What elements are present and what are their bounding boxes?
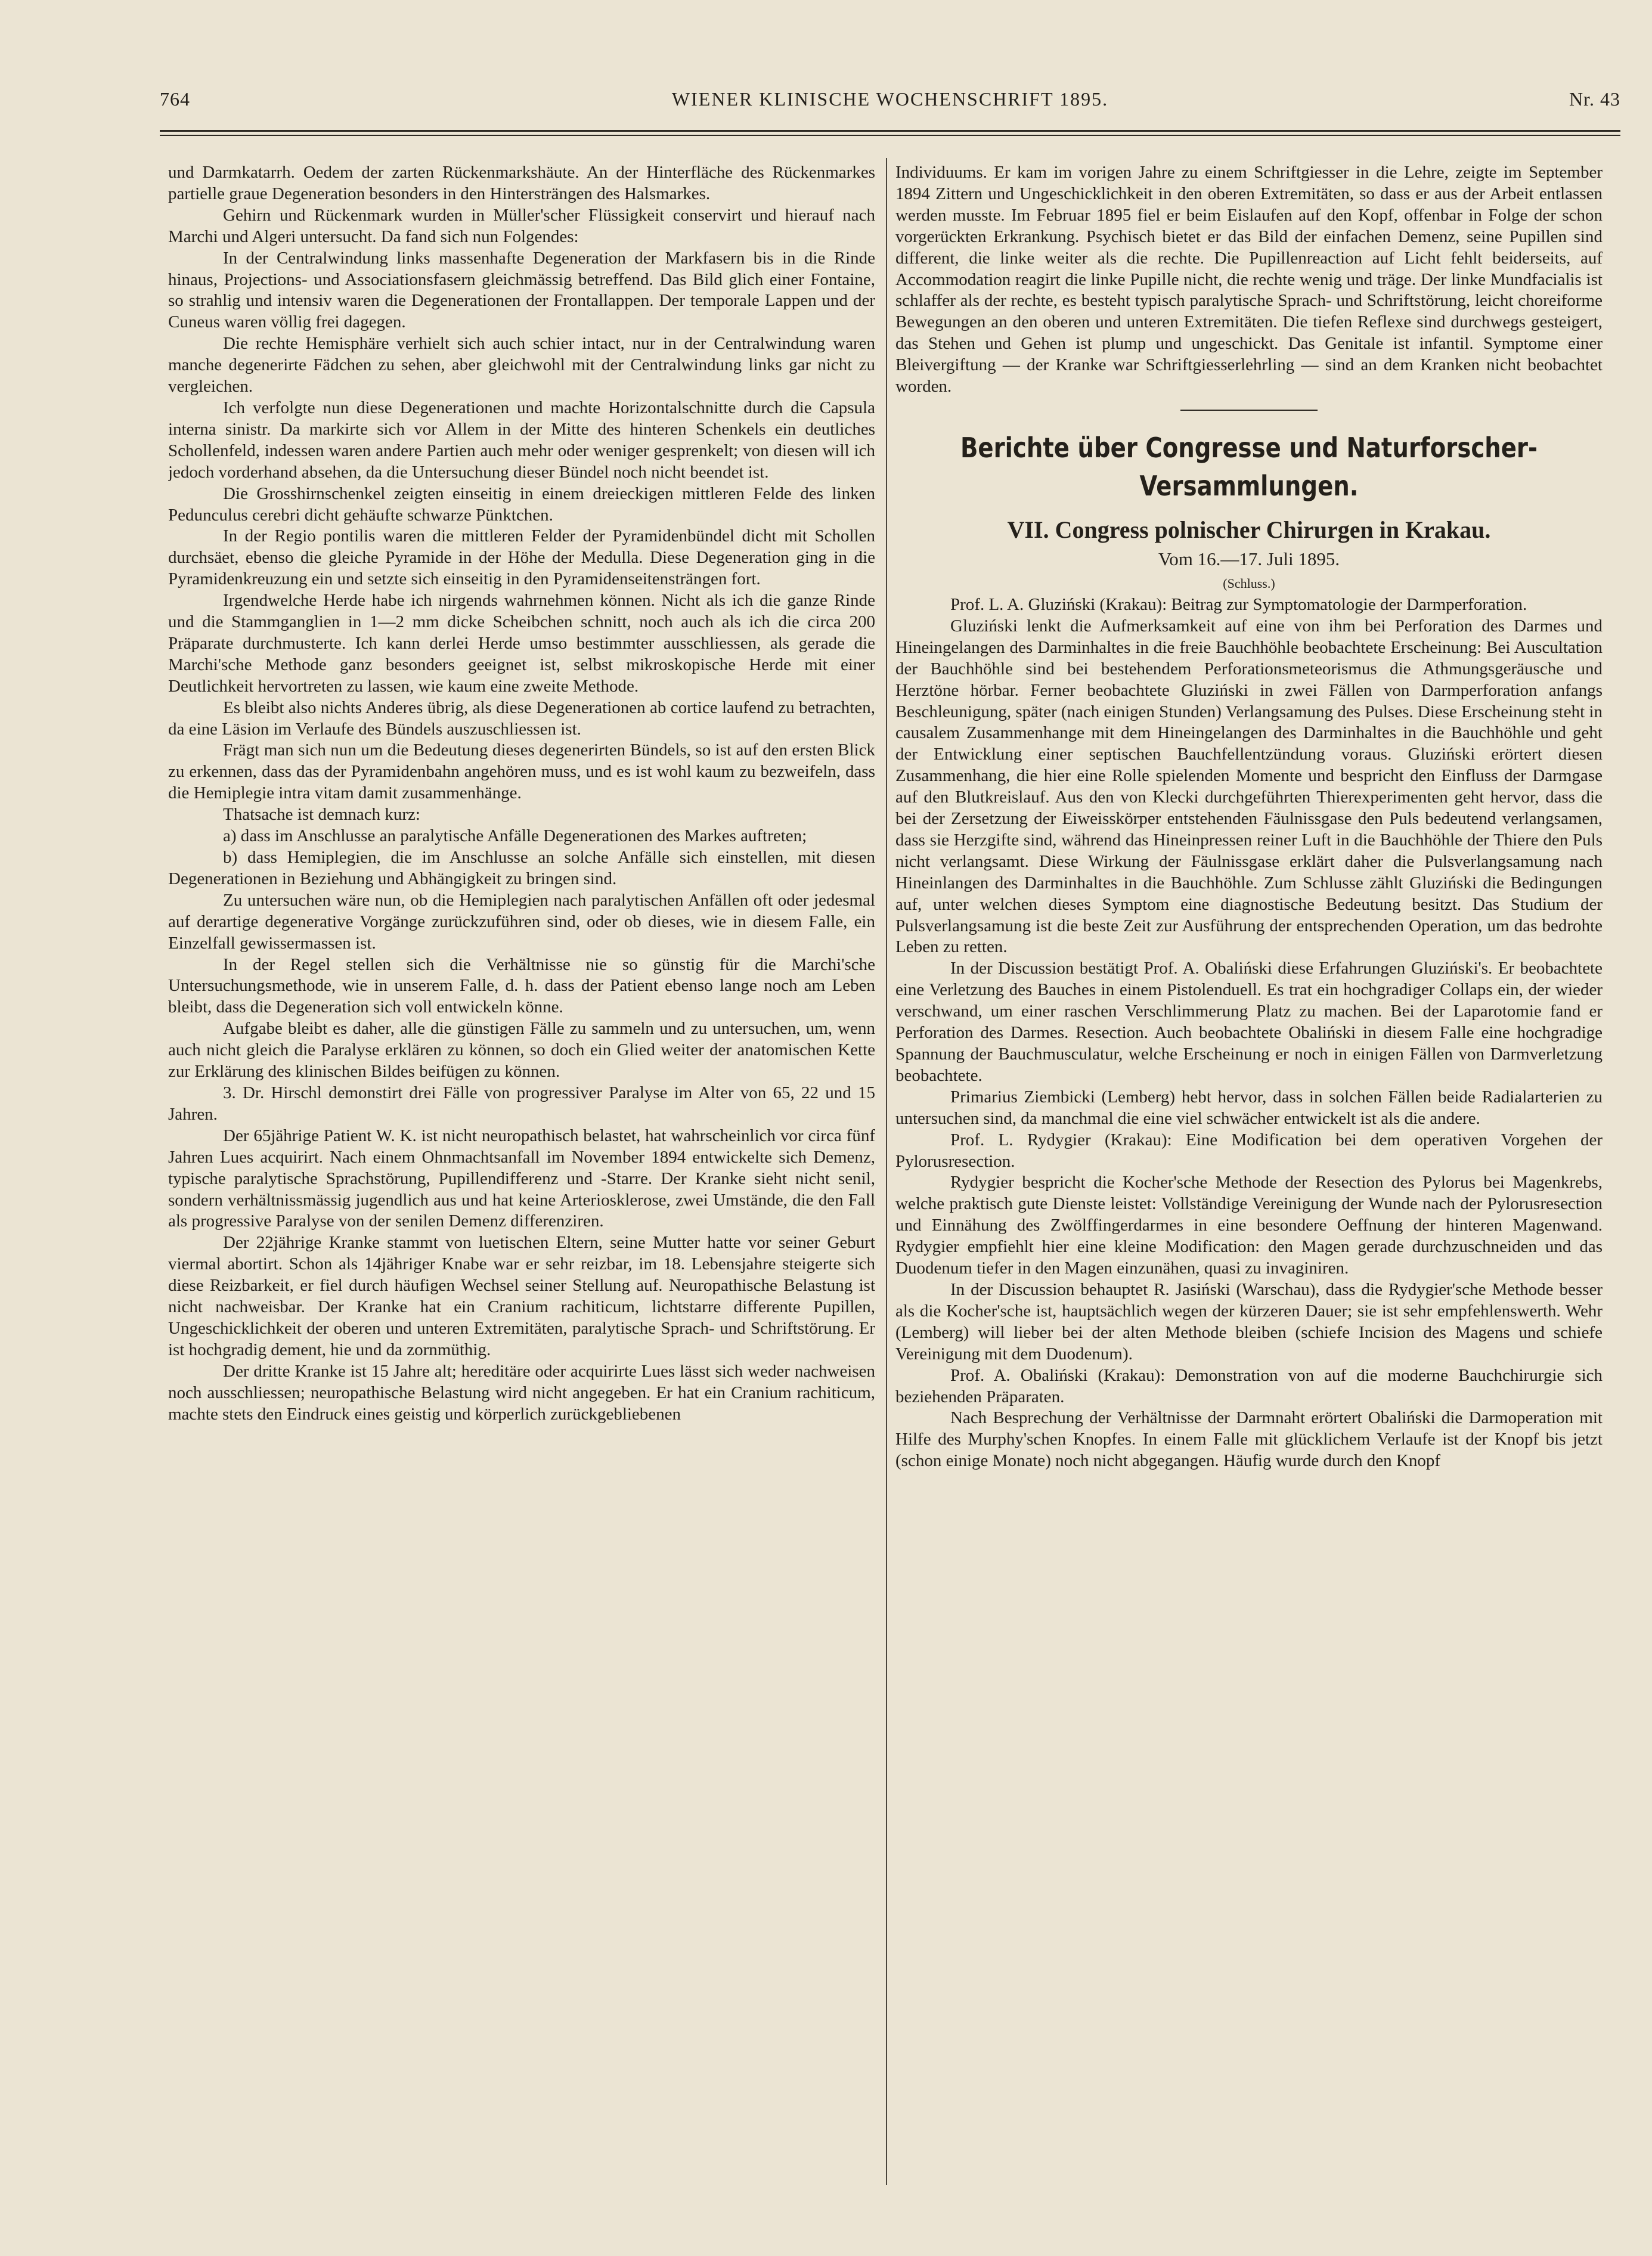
paragraph: In der Discussion behauptet R. Jasiński (Warschau), dass die Rydygier'sche Methode besser als die Kocher'sche ist, hauptsächlich wegen der kürzeren Dauer; sie ist sehr empfehlenswerth. Wehr (Lemberg) will lieber bei der alten Methode bleiben (schiefe Incision des Magens und schiefe Vereinigung mit dem Duodenum). bbox=[895, 1279, 1603, 1363]
paragraph: Gehirn und Rückenmark wurden in Müller'scher Flüssigkeit conservirt und hierauf nach Marchi und Algeri untersucht. Da fand sich nun Folgendes: bbox=[168, 205, 875, 246]
paragraph: Ich verfolgte nun diese Degenerationen und machte Horizontalschnitte durch die Capsula interna sinistr. Da markirte sich vor Allem in der Mitte des hinteren Schenkels ein deutliches Schollenfeld, indessen waren andere Partien auch mehr oder weniger gesprenkelt; von diesen will ich jedoch vorderhand absehen, da die Untersuchung dieser Bündel noch nicht beendet ist. bbox=[168, 398, 875, 482]
paragraph: und Darmkatarrh. Oedem der zarten Rückenmarkshäute. An der Hinterfläche des Rückenmarkes partielle graue Degeneration besonders in den Hintersträngen des Halsmarkes. bbox=[168, 163, 875, 203]
paragraph: In der Regel stellen sich die Verhältnisse nie so günstig für die Marchi'sche Untersuchungsmethode, wie in unserem Falle, d. h. dass der Patient ebenso lange noch am Leben bleibt, dass die Degeneration sich voll entwickeln könne. bbox=[168, 955, 875, 1017]
issue-number: Nr. 43 bbox=[1569, 88, 1620, 110]
paragraph: Zu untersuchen wäre nun, ob die Hemiplegien nach paralytischen Anfällen oft oder jedesmal auf derartige degenerative Vorgänge zurückzuführen sind, oder ob dieses, wie in diesem Falle, ein Einzelfall gewissermassen ist. bbox=[168, 890, 875, 953]
paragraph: Nach Besprechung der Verhältnisse der Darmnaht erörtert Obaliński die Darmoperation mit Hilfe des Murphy'schen Knopfes. In einem Falle mit glücklichem Verlaufe ist der Knopf bis jetzt (schon einige Monate) noch nicht abgegangen. Häufig wurde durch den Knopf bbox=[895, 1408, 1603, 1471]
page-number: 764 bbox=[160, 88, 190, 110]
paragraph: Der dritte Kranke ist 15 Jahre alt; hereditäre oder acquirirte Lues lässt sich weder nachweisen noch ausschliessen; neuropathische Belastung wird nicht angegeben. Er hat ein Cranium rachiticum, machte stets den Eindruck eines geistig und körperlich zurückgebliebenen bbox=[168, 1361, 875, 1424]
paragraph: Rydygier bespricht die Kocher'sche Methode der Resection des Pylorus bei Magenkrebs, welche praktisch gute Dienste leistet: Vollständige Vereinigung der Wunde nach der Pylorusresection und Einnähung des Zwölffingerdarmes in eine besondere Oeffnung der hinteren Magenwand. Rydygier empfiehlt hier eine kleine Modification: den Magen gerade durchzuschneiden und das Duodenum tiefer in den Magen einzunähen, quasi zu invaginiren. bbox=[895, 1173, 1603, 1278]
congress-title: VII. Congress polnischer Chirurgen in Krakau. bbox=[1007, 516, 1491, 543]
paragraph: Prof. L. Rydygier (Krakau): Eine Modification bei dem operativen Vorgehen der Pylorusresection. bbox=[895, 1130, 1603, 1171]
right-column bbox=[895, 162, 1603, 2189]
left-column bbox=[168, 162, 875, 2189]
paragraph: Der 65jährige Patient W. K. ist nicht neuropathisch belastet, hat wahrscheinlich vor circa fünf Jahren Lues acquirirt. Nach einem Ohnmachtsanfall im November 1894 entwickelte sich Demenz, typische paralytische Sprachstörung, Pupillendifferenz und -Starre. Der Kranke sieht nicht senil, sondern verhältnissmässig jugendlich aus und hat keine Arteriosklerose, zwei Umstände, die den Fall als progressive Paralyse von der senilen Demenz differenziren. bbox=[168, 1126, 875, 1231]
paragraph: Individuums. Er kam im vorigen Jahre zu einem Schriftgiesser in die Lehre, zeigte im September 1894 Zittern und Ungeschicklichkeit in den oberen Extremitäten, so dass er aus der Arbeit entlassen werden musste. Im Februar 1895 fiel er beim Eislaufen auf den Kopf, offenbar in Folge der schon vorgerückten Erkrankung. Psychisch bietet er das Bild der einfachen Demenz, seine Pupillen sind different, die linke weiter als die rechte. Die Pupillenreaction auf Licht fehlt beiderseits, auf Accommodation reagirt die linke Pupille nicht, die rechte wenig und träge. Der linke Mundfacialis ist schlaffer als der rechte, es besteht typisch paralytische Sprach- und Schriftstörung, leicht choreiforme Bewegungen an den oberen und unteren Extremitäten. Die tiefen Reflexe sind durchwegs gesteigert, das Stehen und Gehen ist plump und ungeschickt. Das Genitale ist infantil. Symptome einer Bleivergiftung — der Kranke war Schriftgiesserlehrling — sind an dem Kranken nicht beobachtet worden. bbox=[895, 163, 1603, 396]
paragraph: Prof. A. Obaliński (Krakau): Demonstration von auf die moderne Bauchchirurgie sich beziehenden Präparaten. bbox=[895, 1365, 1603, 1406]
paragraph: a) dass im Anschlusse an paralytische Anfälle Degenerationen des Markes auftreten; bbox=[223, 826, 807, 846]
paragraph: Die rechte Hemisphäre verhielt sich auch schier intact, nur in der Centralwindung waren manche degenerirte Fädchen zu sehen, aber gleichwohl mit der Centralwindung links gar nicht zu vergleichen. bbox=[168, 334, 875, 396]
paragraph: In der Discussion bestätigt Prof. A. Obaliński diese Erfahrungen Gluziński's. Er beobachtete eine Verletzung des Bauches in einem Pistolenduell. Es trat ein hochgradiger Collaps ein, der wieder verschwand, um einer raschen Verschlimmerung Platz zu machen. Bei der Laparotomie fand er Perforation des Darmes. Resection. Auch beobachtete Obaliński in diesem Falle eine hochgradige Spannung der Bauchmusculatur, welche Erscheinung er noch in einigen Fällen von Darmverletzung beobachtete. bbox=[895, 959, 1603, 1085]
header-rule-top bbox=[160, 130, 1620, 132]
paragraph: Prof. L. A. Gluziński (Krakau): Beitrag zur Symptomatologie der Darmperforation. bbox=[950, 594, 1527, 614]
paragraph: In der Centralwindung links massenhafte Degeneration der Markfasern bis in die Rinde hinaus, Projections- und Associationsfasern gleichmässig betreffend. Das Bild glich einer Fontaine, so strahlig und intensiv waren die Degenerationen der Frontallappen. Der temporale Lappen und der Cuneus waren völlig frei dagegen. bbox=[168, 248, 875, 332]
section-title: Berichte über Congresse und Naturforscher-Versammlungen. bbox=[960, 431, 1538, 502]
paragraph: Irgendwelche Herde habe ich nirgends wahrnehmen können. Nicht als ich die ganze Rinde und die Stammganglien in 1—2 mm dicke Scheibchen schnitt, noch auch als ich die circa 200 Präparate durchmusterte. Ich kann derlei Herde umso bestimmter ausschliessen, als gerade die Marchi'sche Methode ganz besonders geeignet ist, selbst mikroskopische Herde mit einer Deutlichkeit hervortreten zu lassen, wie kaum eine zweite Methode. bbox=[168, 591, 875, 696]
paragraph: 3. Dr. Hirschl demonstirt drei Fälle von progressiver Paralyse im Alter von 65, 22 und 15 Jahren. bbox=[168, 1083, 875, 1124]
paragraph: Primarius Ziembicki (Lemberg) hebt hervor, dass in solchen Fällen beide Radialarterien zu untersuchen sind, da manchmal die eine viel schwächer entwickelt ist als die andere. bbox=[895, 1087, 1603, 1128]
paragraph: Frägt man sich nun um die Bedeutung dieses degenerirten Bündels, so ist auf den ersten Blick zu erkennen, dass das der Pyramidenbahn angehören muss, und es ist wohl kaum zu bezweifeln, dass die Hemiplegie intra vitam damit zusammenhänge. bbox=[168, 740, 875, 803]
running-header bbox=[160, 88, 1620, 114]
header-rule-bottom bbox=[160, 135, 1620, 136]
paragraph: b) dass Hemiplegien, die im Anschlusse an solche Anfälle sich einstellen, mit diesen Degenerationen in Beziehung und Abhängigkeit zu bringen sind. bbox=[168, 848, 875, 888]
column-divider bbox=[886, 158, 887, 2185]
journal-title: WIENER KLINISCHE WOCHENSCHRIFT 1895. bbox=[671, 88, 1109, 110]
paragraph: Gluziński lenkt die Aufmerksamkeit auf eine von ihm bei Perforation des Darmes und Hineingelangen des Darminhaltes in die freie Bauchhöhle beobachtete Erscheinung: Bei Auscultation der Bauchhöhle sind bei bestehendem Perforationsmeteorismus die Athmungsgeräusche und Herztöne hörbar. Ferner beobachtete Gluziński in zwei Fällen von Darmperforation anfangs Beschleunigung, später (nach einigen Stunden) Verlangsamung des Pulses. Diese Erscheinung steht in causalem Zusammenhange mit dem Hineingelangen des Darminhaltes in die Bauchhöhle und geht der Entwicklung einer septischen Bauchfellentzündung voraus. Gluziński erörtert diesen Zusammenhang, die hier eine Rolle spielenden Momente und bespricht den Einfluss der Darmgase auf den Blutkreislauf. Aus den von Klecki durchgeführten Thierexperimenten geht hervor, dass die bei der Zersetzung der Eiweisskörper entstehenden Fäulnissgase den Puls bedeutend verlangsamen, dass sie Herzgifte sind, während das Hineinpressen reiner Luft in die Bauchhöhle der Thiere den Puls nicht verlangsamt. Diese Wirkung der Fäulnissgase erklärt daher die Pulsverlangsamung nach Hineinlangen des Darminhaltes in die Bauchhöhle. Zum Schlusse zählt Gluziński die Bedingungen auf, unter welchen dieses Symptom eine diagnostische Bedeutung besitzt. Das Studium der Pulsverlangsamung ist die beste Zeit zur Ausführung der entsprechenden Operation, um das bedrohte Leben zu retten. bbox=[895, 616, 1603, 957]
congress-date: Vom 16.—17. Juli 1895. bbox=[1158, 548, 1340, 569]
paragraph: Thatsache ist demnach kurz: bbox=[223, 805, 420, 825]
section-separator bbox=[1180, 410, 1318, 411]
paragraph: Der 22jährige Kranke stammt von luetischen Eltern, seine Mutter hatte vor seiner Geburt viermal abortirt. Schon als 14jähriger Knabe war er sehr reizbar, im 18. Lebensjahre steigerte sich diese Reizbarkeit, er fiel durch häufigen Wechsel seiner Stellung auf. Neuropathische Belastung ist nicht nachweisbar. Der Kranke hat ein Cranium rachiticum, lichtstarre differente Pupillen, Ungeschicklichkeit der oberen und unteren Extremitäten, paralytische Sprach- und Schriftstörung. Er ist hochgradig dement, hie und da zornmüthig. bbox=[168, 1233, 875, 1359]
paragraph: Aufgabe bleibt es daher, alle die günstigen Fälle zu sammeln und zu untersuchen, um, wenn auch nicht gleich die Paralyse erklären zu können, so doch ein Glied weiter der anatomischen Kette zur Erklärung des klinischen Bildes beifügen zu können. bbox=[168, 1019, 875, 1081]
paragraph: Die Grosshirnschenkel zeigten einseitig in einem dreieckigen mittleren Felde des linken Pedunculus cerebri dicht gehäufte schwarze Pünktchen. bbox=[168, 484, 875, 525]
paragraph: Es bleibt also nichts Anderes übrig, als diese Degenerationen ab cortice laufend zu betrachten, da eine Läsion im Verlaufe des Bündels auszuschliessen ist. bbox=[168, 698, 875, 739]
paragraph: In der Regio pontilis waren die mittleren Felder der Pyramidenbündel dicht mit Schollen durchsäet, ebenso die gleiche Pyramide in der Höhe der Medulla. Diese Degeneration ging in die Pyramidenkreuzung ein und setzte sich einseitig in den Pyramidenseitensträngen fort. bbox=[168, 526, 875, 589]
continuation-note: (Schluss.) bbox=[1223, 575, 1275, 591]
